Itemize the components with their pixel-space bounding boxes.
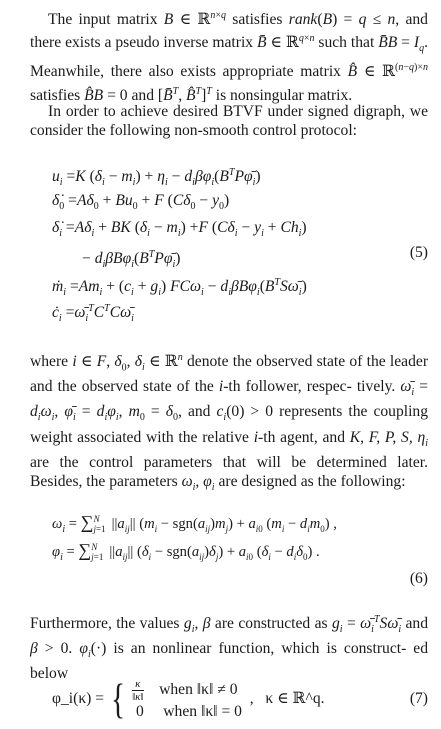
eq7-case1-cond: when ‖κ‖ ≠ 0: [159, 681, 238, 699]
paragraph-where: where i ∈ F, $\delta_0$, $\delta_i$ ∈ ℝ$^n$ denote the observed state of the leader and the observed state of the i-th follower, respec- tively. $\omegā_i = d_i\omega_i$, $\varphī_i = d_i\varphi_i$, $m_0 = \delta_0$, and $c_i(0) > 0$ represents the coupling weight associated with the relative i-th agent, and K, F, P, S, $\eta_i$ are the control parameters that will be determined later. Besides, the parameters $\omega_i$, $\varphi_i$ are designed as the following:: [30, 352, 429, 493]
eq7-brace: {: [111, 676, 126, 723]
eq7-case1-frac: $\frac{\kappa}{‖\kappa‖}$: [132, 678, 144, 703]
eq7-lhs: φ_i(κ) =: [52, 690, 105, 708]
eq6-line-phi: $\varphi_i = \sum_{j=1}^N$ $||a_{ij}||$ $(\delta_i - sgn(a_{ij})\delta_j) + a_{i0}$ $(\delta_i - d_i\delta_0)$ .: [52, 539, 320, 563]
paragraph-protocol-intro: In order to achieve desired BTVF under signed digraph, we consider the following non-smooth control protocol:: [30, 103, 428, 139]
eq5-number: (5): [409, 244, 428, 261]
eq5-line-deltai-cont: − $d_i\beta B\varphi_i(B^TP\varphī_i)$: [82, 249, 181, 271]
equation-7: [30, 676, 428, 726]
eq7-case-1: [132, 678, 242, 703]
equation-5: [30, 164, 428, 344]
eq7-case2-cond: when ‖κ‖ = 0: [163, 703, 242, 720]
eq6-number: (6): [409, 570, 428, 587]
eq5-line-deltai: $\deltȧ_i =A\delta_i$ + BK $(\delta_i - m_i) +F$ $(C\delta_i - y_i + Ch_i)$: [52, 219, 307, 240]
eq6-line-omega: $\omega_i = \sum_{j=1}^N$ $||a_{ij}||$ $(m_i - sgn(a_{ij})m_j) + a_{i0}$ $(m_i - d_im_0)$ ,: [52, 511, 337, 535]
eq7-cases: [132, 678, 242, 721]
eq7-domain: κ ∈ ℝ^q.: [265, 690, 325, 708]
eq5-line-c: $ċ_i$ $=\omegā_i^TC^TC\omegā_i$: [52, 303, 134, 325]
eq5-line-m: ṁ$_i$ $=Am_i + (c_i + g_i) FC\omega_i$ − $d_i\beta B\varphi_i(B^TS\omegā_i)$: [52, 277, 307, 299]
equation-6: [30, 502, 428, 592]
eq5-line-delta0: $\deltȧ_0 =A\delta_0 + Bu_0 + F$ $(C\delta_0 - y_0)$: [52, 192, 230, 213]
eq5-line-u: $u_i =K$ $(\delta_i - m_i) + \eta_i$ − $d_i\beta\varphi_i(B^TP\varphī_i)$: [52, 167, 261, 189]
eq7-case2-value: 0: [135, 703, 144, 720]
paragraph-input-matrix: The input matrix B ∈ ℝ$^{n\times q}$ satisfies rank(B) = q ≤ n, and there exists a pseudo inverse matrix B̄ ∈ ℝ$^{q\times n}$ such that B̄B = $I_q$. Meanwhile, there also exists appropriate matrix B̂ ∈ ℝ$^{(n-q)\times n}$ satisfies B̂B = 0 and [B̄$^T$, B̂$^T$]$^T$ is nonsingular matrix.: [30, 10, 428, 104]
eq7-body: φ_i(κ) = { $\frac{\kappa}{‖\kappa‖}$ when ‖κ‖ ≠ 0 0 when ‖κ‖ = 0 , κ ∈ ℝ^q.: [52, 676, 325, 723]
eq7-case-2: [132, 703, 242, 721]
paragraph-furthermore: Furthermore, the values $g_i$, β are constructed as $g_i$ = $\omegā_i^TS\omegā_i$ and β > 0. $\varphi_i(\cdot)$ is an nonlinear function, which is construct- ed below: [30, 614, 429, 683]
eq7-number: (7): [409, 690, 428, 707]
